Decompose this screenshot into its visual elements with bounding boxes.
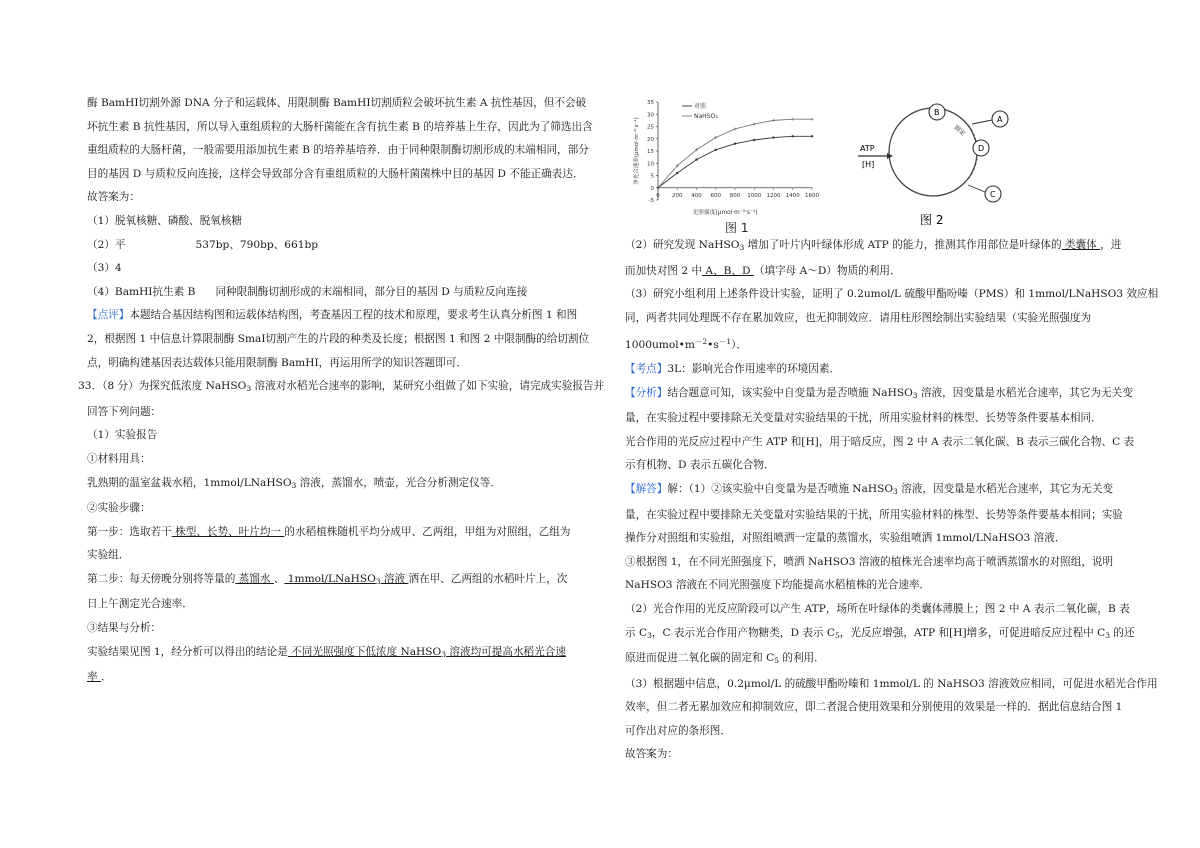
x-tick-label: 1000: [747, 192, 762, 199]
y-tick-label: 5: [650, 173, 654, 180]
text-line: 而加快对图 2 中 A、B、D （填字母 A～D）物质的利用．: [625, 264, 901, 277]
y-tick-label: 20: [647, 136, 654, 143]
text-line: 可作出对应的条形图．: [625, 724, 731, 737]
comment-tag: 【点评】: [87, 309, 130, 322]
data-point: [772, 136, 774, 138]
text-line: 效率，但二者无累加效应和抑制效应，即二者混合使用效果和分别使用的效果是一样的．据此信息结合图 1: [625, 701, 1123, 714]
text-line: ③根据图 1，在不同光照强度下，喷洒 NaHSO3 溶液的植株光合速率均高于喷洒蒸馏水的对照组，说明: [625, 555, 1114, 568]
comment: 【点评】本题结合基因结构图和运载体结构图，考查基因工程的技术和原理，要求考生认真分析图 1 和图: [87, 309, 578, 322]
text-line: ②实验步骤：: [87, 502, 151, 515]
x-tick-label: 600: [710, 192, 721, 199]
x-tick-label: 1400: [785, 192, 800, 199]
text-line: 示 $C_3$，C 表示光合作用产物糖类，D 表示 $C_5$，光反应增强，ATP 和[H]增多，可促进暗反应过程中 $C_3$ 的还: [625, 626, 1135, 640]
data-point: [676, 172, 678, 174]
h-label: [H]: [862, 160, 875, 169]
step-2: 第二步：每天傍晚分别将等量的 蒸馏水 、 1mmol/LNaHSO$_3$ 溶液 洒在甲、乙两组的水稻叶片上，次: [87, 572, 568, 586]
legend-label-control: 对照: [694, 103, 707, 110]
data-point: [715, 149, 717, 151]
data-point: [772, 119, 775, 122]
x-tick-label: 200: [672, 192, 683, 199]
text-line: 点，明确构建基因表达载体只能用限制酶 BamHⅠ，再运用所学的知识答题即可．: [87, 356, 467, 369]
answer-1: （1）脱氧核糖、磷酸、脱氧核糖: [87, 214, 243, 227]
question-2: （2）研究发现 NaHSO$_3$ 增加了叶片内叶绿体形成 ATP 的能力，推测其作用部位是叶绿体的 类囊体 ，进: [625, 239, 1122, 252]
figure-1-caption: 图 1: [725, 221, 749, 235]
data-point: [734, 142, 736, 144]
fill-in-answer: 类囊体: [1061, 239, 1101, 251]
legend-label-treat: NaHSO₃: [694, 113, 718, 120]
fill-in-answer: 1mmol/LNaHSO$_3$ 溶液: [284, 572, 409, 586]
text-line: （3）根据题中信息，0.2μmol/L 的硫酸甲酯吩嗪和 1mmol/L 的 NaHSO3 溶液效应相同，可促进水稻光合作用: [625, 677, 1158, 690]
data-point: [734, 127, 737, 130]
fill-in-answer: A、B、D: [702, 264, 754, 277]
text-line: 乳熟期的温室盆栽水稻，1mmol/LNaHSO$_3$ 溶液，蒸馏水，喷壶，光合分析测定仪等．: [87, 476, 501, 490]
data-point: [695, 158, 697, 160]
text-line: ①材料用具：: [87, 452, 151, 465]
y-tick-label: 25: [647, 124, 654, 131]
y-tick-label: 0: [650, 185, 654, 192]
text-line: 光合作用的光反应过程中产生 ATP 和[H]，用于暗反应，图 2 中 A 表示二氧化碳、B 表示三碳化合物、C 表: [625, 435, 1135, 448]
text-line: 重组质粒的大肠杆菌，一般需要用添加抗生素 B 的培养基培养．由于同种限制酶切割形成的末端相同，部分: [87, 144, 589, 157]
question-3: （3）研究小组利用上述条件设计实验，证明了 0.2umol/L 硫酸甲酯吩嗪（PMS）和 1mmol/LNaHSO3 效应相: [625, 288, 1159, 301]
text-line: 率 ．: [87, 671, 112, 684]
answer-2: （2）平 537bp、790bp、661bp: [87, 238, 319, 251]
answer-4: （4）BamHⅠ抗生素 B 同种限制酶切割形成的末端相同，部分目的基因 D 与质粒反向连接: [87, 285, 528, 298]
figure-2-caption: 图 2: [920, 213, 944, 227]
text-line: 量，在实验过程中要排除无关变量对实验结果的干扰，所用实验材料的株型、长势等条件要基本相同．: [625, 412, 1102, 425]
knowledge-point: 【考点】3L：影响光合作用速率的环境因素．: [625, 362, 841, 375]
x-tick-label: 800: [729, 192, 741, 199]
answer-label: 故答案为：: [625, 748, 678, 761]
step-1: 第一步：选取若干 株型、长势、叶片均一 的水稻植株随机平均分成甲、乙两组，甲组为对照组，乙组为: [87, 525, 571, 538]
data-point: [791, 118, 794, 121]
data-point: [811, 118, 814, 121]
text-line: 回答下列问题：: [87, 405, 162, 418]
left-column: [78, 92, 607, 690]
conclusion: 实验结果见图 1，经分析可以得出的结论是 不同光照强度下低浓度 NaHSO$_3$ 溶液均可提高水稻光合速: [87, 645, 566, 659]
data-point: [811, 135, 813, 137]
figure-1-chart: [630, 92, 820, 238]
text-line: 同，两者共同处理既不存在累加效应，也无抑制效应．请用柱形图绘制出实验结果（实验光照强度为: [625, 311, 1092, 324]
text-line: 坏抗生素 B 抗性基因，所以导入重组质粒的大肠杆菌能在含有抗生素 B 的培养基上生存，因此为了筛选出含: [87, 120, 593, 133]
fill-in-answer: 株型、长势、叶片均一: [171, 525, 285, 538]
node-d: D: [978, 144, 985, 153]
text-line: NaHSO3 溶液在不同光照强度下均能提高水稻植株的光合速率．: [625, 579, 931, 592]
x-tick-label: 0: [656, 192, 660, 199]
text-line: 2，根据图 1 中信息计算限制酶 SmaⅠ切割产生的片段的种类及长度；根据图 1 和图 2 中限制酶的给切割位: [87, 332, 590, 345]
y-tick-label: 35: [647, 100, 654, 106]
text-line: 原进而促进二氧化碳的固定和 $C_5$ 的利用．: [625, 652, 825, 666]
x-tick-label: 1200: [766, 192, 781, 199]
text-line: $1000umol•m^{-2}•s^{-1}$）．: [625, 337, 748, 352]
data-point: [792, 135, 794, 137]
text-line: 目的基因 D 与质粒反向连接，这样会导致部分含有重组质粒的大肠杆菌菌株中目的基因 D 不能正确表达．: [87, 167, 584, 180]
data-point: [753, 123, 756, 126]
question-33: 33．（8 分）为探究低浓度 NaHSO$_3$ 溶液对水稻光合速率的影响，某研究小组做了如下实验，请完成实验报告并: [78, 380, 605, 394]
y-axis-label: 净光合速率(μmol·m⁻²·s⁻¹): [634, 117, 640, 185]
analysis: 【分析】结合题意可知，该实验中自变量为是否喷施 NaHSO$_3$ 溶液，因变量是水稻光合速率，其它为无关变: [625, 386, 1133, 400]
y-tick-label: 15: [647, 149, 654, 155]
y-tick-label: -5: [648, 198, 654, 204]
data-point: [753, 139, 755, 141]
text-line: 量，在实验过程中要排除无关变量对实验结果的干扰，所用实验材料的株型、长势等条件要基本相同；实验: [625, 508, 1123, 521]
answer-3: （3）4: [87, 262, 122, 275]
node-b: B: [934, 108, 940, 117]
text-line: 示有机物、D 表示五碳化合物．: [625, 459, 775, 472]
y-tick-label: 30: [647, 112, 654, 119]
x-tick-label: 400: [691, 192, 702, 199]
fill-in-answer: 蒸馏水: [235, 572, 274, 585]
solution: 【解答】解：（1）②该实验中自变量为是否喷施 NaHSO$_3$ 溶液，因变量是水稻光合速率，其它为无关变: [625, 482, 1114, 496]
node-c: C: [990, 190, 996, 199]
x-axis-label: 光照强度(μmol·m⁻²·s⁻¹): [692, 210, 758, 216]
x-tick-label: 1600: [805, 192, 819, 199]
text-line: （1）实验报告: [87, 429, 158, 442]
text-line: 日上午测定光合速率．: [87, 598, 193, 611]
fill-in-answer: 不同光照强度下低浓度 NaHSO$_3$ 溶液均可提高水稻光合速: [287, 645, 566, 659]
node-a: A: [997, 115, 1003, 124]
right-column: [625, 234, 1160, 767]
atp-label: ATP: [860, 144, 875, 153]
text-line: 实验组．: [87, 549, 130, 562]
figure-2-diagram: [850, 92, 1030, 232]
text-line: （2）光合作用的光反应阶段可以产生 ATP，场所在叶绿体的类囊体薄膜上；图 2 中 A 表示二氧化碳，B 表: [625, 602, 1130, 615]
text-line: ③结果与分析：: [87, 622, 162, 635]
answer-label: 故答案为：: [87, 191, 140, 204]
fixation-label: 固定: [952, 124, 967, 138]
y-tick-label: 10: [647, 161, 654, 168]
text-line: 酶 BamHⅠ切割外源 DNA 分子和运载体、用限制酶 BamHⅠ切割质粒会破坏抗生素 A 抗性基因，但不会破: [87, 97, 587, 109]
text-line: 操作分对照组和实验组，对照组喷洒一定量的蒸馏水，实验组喷洒 1mmol/LNaHSO3 溶液．: [625, 532, 1066, 545]
